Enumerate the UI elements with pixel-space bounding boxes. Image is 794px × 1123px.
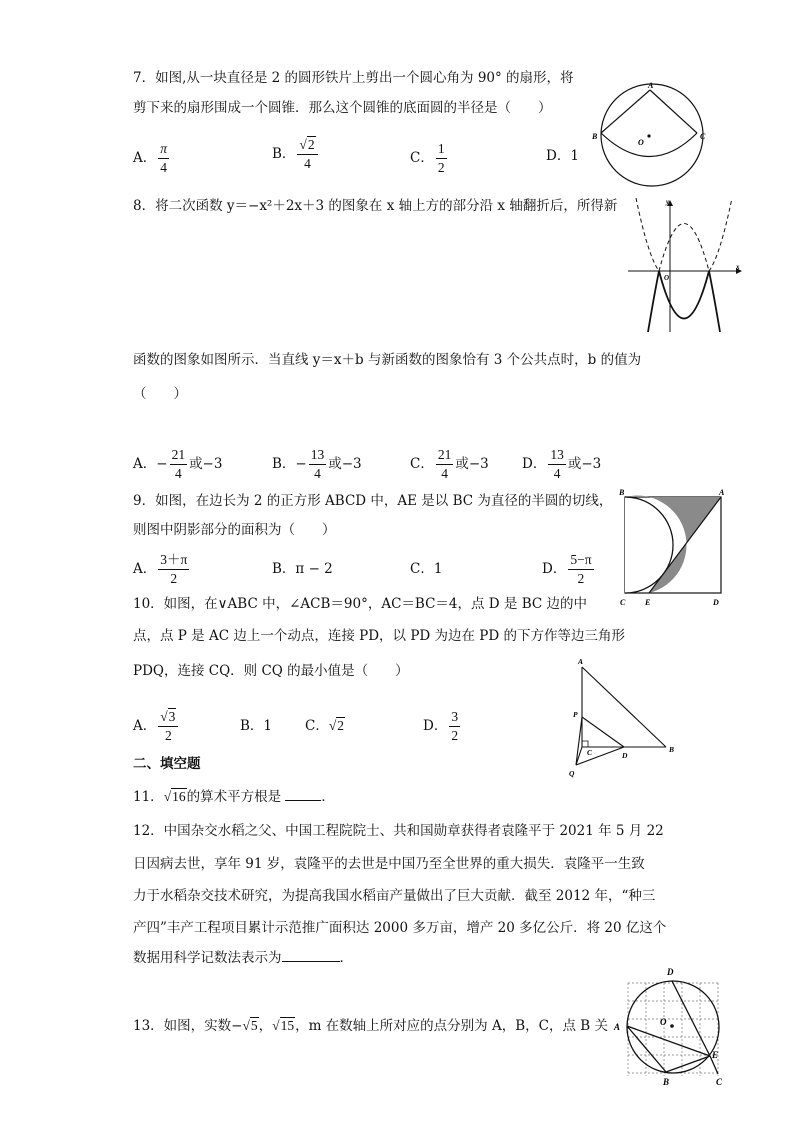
q7-option-a-denominator: 4 (160, 160, 167, 175)
q8-option-d-numerator: 13 (548, 446, 566, 465)
q8-option-c-label: C． (410, 456, 434, 472)
q12-line-5 (133, 948, 353, 968)
q10-option-a-label: A． (133, 718, 157, 734)
q13-line-1: 13．如图，实数−√5，√15，m 在数轴上所对应的点分别为 A，B，C，点 B 关 (133, 1018, 608, 1034)
q9-fig-label-c: C (620, 598, 626, 607)
q8-option-c (410, 446, 489, 483)
q8-figure-graph (624, 196, 744, 336)
q7-option-b (272, 136, 320, 173)
q10-option-c-radicand: 2 (337, 718, 345, 733)
q8-option-c-fraction (436, 446, 454, 483)
q12-line-5-end: ． (339, 950, 353, 966)
q8-fig-label-y: y (666, 198, 670, 206)
q10-option-a (133, 708, 180, 745)
q8-line-3: （ ） (133, 386, 187, 402)
q13-fig-label-a: A (614, 1022, 621, 1032)
q8-line-1: 8．将二次函数 y＝−x²＋2x＋3 的图象在 x 轴上方的部分沿 x 轴翻折后，所得新 (133, 198, 618, 214)
q7-option-a-label: A． (133, 150, 157, 166)
q10-line-3: PDQ，连接 CQ．则 CQ 的最小值是（ ） (133, 663, 409, 679)
q8-option-d-fraction (548, 446, 566, 483)
q8-fig-label-x: x (736, 263, 740, 271)
q7-option-b-label: B． (272, 146, 296, 162)
q11-answer-blank[interactable] (285, 800, 321, 801)
q9-fig-label-e: E (645, 598, 651, 607)
q9-line-1: 9．如图，在边长为 2 的正方形 ABCD 中，AE 是以 BC 为直径的半圆的切线， (133, 493, 613, 509)
q8-option-a-numerator: 21 (170, 446, 188, 465)
q8-option-a-tail: 或−3 (189, 456, 223, 472)
q13-fig-label-e: E (712, 1050, 719, 1060)
q10-line-1: 10．如图，在∨ABC 中，∠ACB＝90°，AC＝BC＝4，点 D 是 BC 边的中 (133, 596, 587, 612)
q8-option-b-denominator: 4 (314, 466, 321, 481)
q9-fig-label-d: D (713, 598, 719, 607)
q11-text: 的算术平方根是 (186, 789, 282, 805)
q10-option-d-denominator: 2 (451, 728, 459, 743)
q7-option-b-radicand: 2 (307, 137, 315, 152)
q11-end: ． (321, 789, 335, 805)
q7-fig-label-b: B (592, 132, 598, 141)
q8-option-c-tail: 或−3 (455, 456, 489, 472)
q13-radicand-1: 5 (250, 1018, 258, 1033)
q9-option-d (542, 551, 596, 588)
q10-fig-label-p: P (573, 710, 578, 719)
q13-text: ，m 在数轴上所对应的点分别为 A，B，C，点 B 关 (295, 1018, 608, 1034)
q9-option-c: C．1 (410, 561, 443, 577)
q7-fig-label-c: C (700, 132, 706, 141)
q9-option-a-label: A． (133, 561, 157, 577)
q12-line-5-text: 数据用科学记数法表示为 (133, 950, 282, 966)
q11-radicand: 16 (172, 789, 186, 804)
q10-option-a-fraction: $\frac{√3}{2}$ (158, 708, 178, 745)
q8-option-d-label: D． (522, 456, 547, 472)
q11-line: 11．√16的算术平方根是 ． (133, 789, 335, 805)
q7-option-d: D．1 (546, 148, 579, 164)
q13-separator: ， (258, 1018, 273, 1034)
q10-option-a-radicand: 3 (168, 709, 176, 724)
q13-fig-label-o: O (660, 1017, 667, 1027)
q8-fig-label-o: O (664, 274, 670, 282)
q10-option-d-fraction (449, 708, 460, 745)
q8-option-a-fraction (170, 446, 188, 483)
q12-line-4: 产四”丰产工程项目累计示范推广面积达 2000 多万亩，增产 20 多亿公斤．将 20 亿这个 (133, 920, 667, 936)
q8-option-c-denominator: 4 (441, 466, 448, 481)
q10-fig-label-d: D (622, 751, 628, 760)
q10-option-c: C．√2 (305, 718, 345, 734)
q8-option-d-denominator: 4 (553, 466, 561, 481)
q8-option-a-denominator: 4 (174, 466, 182, 481)
q10-fig-label-a: A (578, 657, 584, 666)
q13-figure-grid-circle (610, 964, 740, 1089)
q7-fig-label-a: A (648, 81, 654, 90)
q7-option-c (410, 140, 449, 177)
q13-radicand-2: 15 (280, 1018, 295, 1033)
section-2-heading: 二、填空题 (133, 756, 201, 772)
q9-option-d-denominator: 2 (577, 571, 585, 586)
q9-option-a (133, 551, 191, 588)
q9-option-a-fraction (158, 551, 189, 588)
q10-option-d-label: D． (423, 718, 448, 734)
q10-option-b: B．1 (240, 718, 273, 734)
q8-option-b-fraction (309, 446, 327, 483)
q7-option-c-fraction (436, 140, 447, 177)
q13-prefix: 13．如图，实数− (133, 1018, 243, 1034)
q10-option-c-label: C． (305, 718, 329, 734)
q9-line-2: 则图中阴影部分的面积为（ ） (133, 522, 336, 538)
q13-fig-label-c: C (716, 1077, 723, 1087)
q10-fig-label-c: C (587, 748, 593, 757)
q7-option-a-fraction (158, 140, 169, 177)
q7-fig-label-o: O (638, 138, 644, 147)
q13-fig-label-b: B (663, 1077, 670, 1087)
q9-option-a-denominator: 2 (170, 571, 178, 586)
q9-option-d-numerator: 5−π (568, 551, 593, 570)
q9-fig-label-b: B (619, 488, 625, 497)
q8-option-d (522, 446, 601, 483)
q8-option-c-numerator: 21 (436, 446, 454, 465)
q10-fig-label-q: Q (569, 769, 575, 778)
q12-answer-blank[interactable] (282, 961, 340, 962)
q7-option-c-numerator: 1 (436, 140, 447, 159)
q7-option-b-denominator: 4 (304, 156, 311, 171)
q7-option-c-denominator: 2 (437, 160, 445, 175)
q13-fig-label-d: D (667, 967, 674, 977)
q12-line-3: 力于水稻杂交技术研究，为提高我国水稻亩产量做出了巨大贡献．截至 2012 年，“种三 (133, 888, 656, 904)
q9-option-b: B．π − 2 (272, 561, 333, 577)
q10-option-d (423, 708, 462, 745)
q8-option-b (272, 446, 362, 483)
q9-option-a-numerator: 3＋π (158, 551, 189, 570)
q9-option-d-fraction (568, 551, 593, 588)
q12-line-2: 日因病去世，享年 91 岁，袁隆平的去世是中国乃至全世界的重大损失．袁隆平一生致 (133, 856, 645, 872)
q7-option-a-numerator: π (158, 140, 169, 159)
q7-option-c-label: C． (410, 150, 434, 166)
q10-line-2: 点，点 P 是 AC 边上一个动点，连接 PD，以 PD 为边在 PD 的下方作等边三角形 (133, 628, 626, 644)
q8-option-b-tail: 或−3 (328, 456, 362, 472)
q10-fig-label-b: B (669, 745, 675, 754)
q8-option-a-label: A．− (133, 456, 168, 472)
q8-option-a (133, 446, 222, 483)
q7-line-1: 7．如图,从一块直径是 2 的圆形铁片上剪出一个圆心角为 90° 的扇形，将 (133, 70, 574, 86)
q9-figure-square (616, 488, 736, 610)
q8-line-2: 函数的图象如图所示．当直线 y＝x＋b 与新函数的图象恰有 3 个公共点时，b 的值为 (133, 352, 642, 368)
q7-line-2: 剪下来的扇形围成一个圆锥．那么这个圆锥的底面圆的半径是（ ） (133, 100, 552, 116)
q12-line-1: 12．中国杂交水稻之父、中国工程院院士、共和国勋章获得者袁隆平于 2021 年 5 月 22 (133, 823, 664, 839)
q11-number: 11． (133, 789, 164, 805)
q7-option-a (133, 140, 171, 177)
q9-option-d-label: D． (542, 561, 567, 577)
q10-option-d-numerator: 3 (449, 708, 460, 727)
q7-figure-circle-sector (592, 80, 712, 190)
q8-option-b-label: B．− (272, 456, 307, 472)
q8-option-b-numerator: 13 (309, 446, 327, 465)
q8-option-d-tail: 或−3 (567, 456, 602, 472)
q10-option-a-denominator: 2 (164, 728, 172, 743)
q10-figure-triangle (568, 655, 688, 780)
q9-fig-label-a: A (719, 488, 725, 497)
q7-option-b-fraction: $\frac{√2}{4}$ (297, 136, 317, 173)
